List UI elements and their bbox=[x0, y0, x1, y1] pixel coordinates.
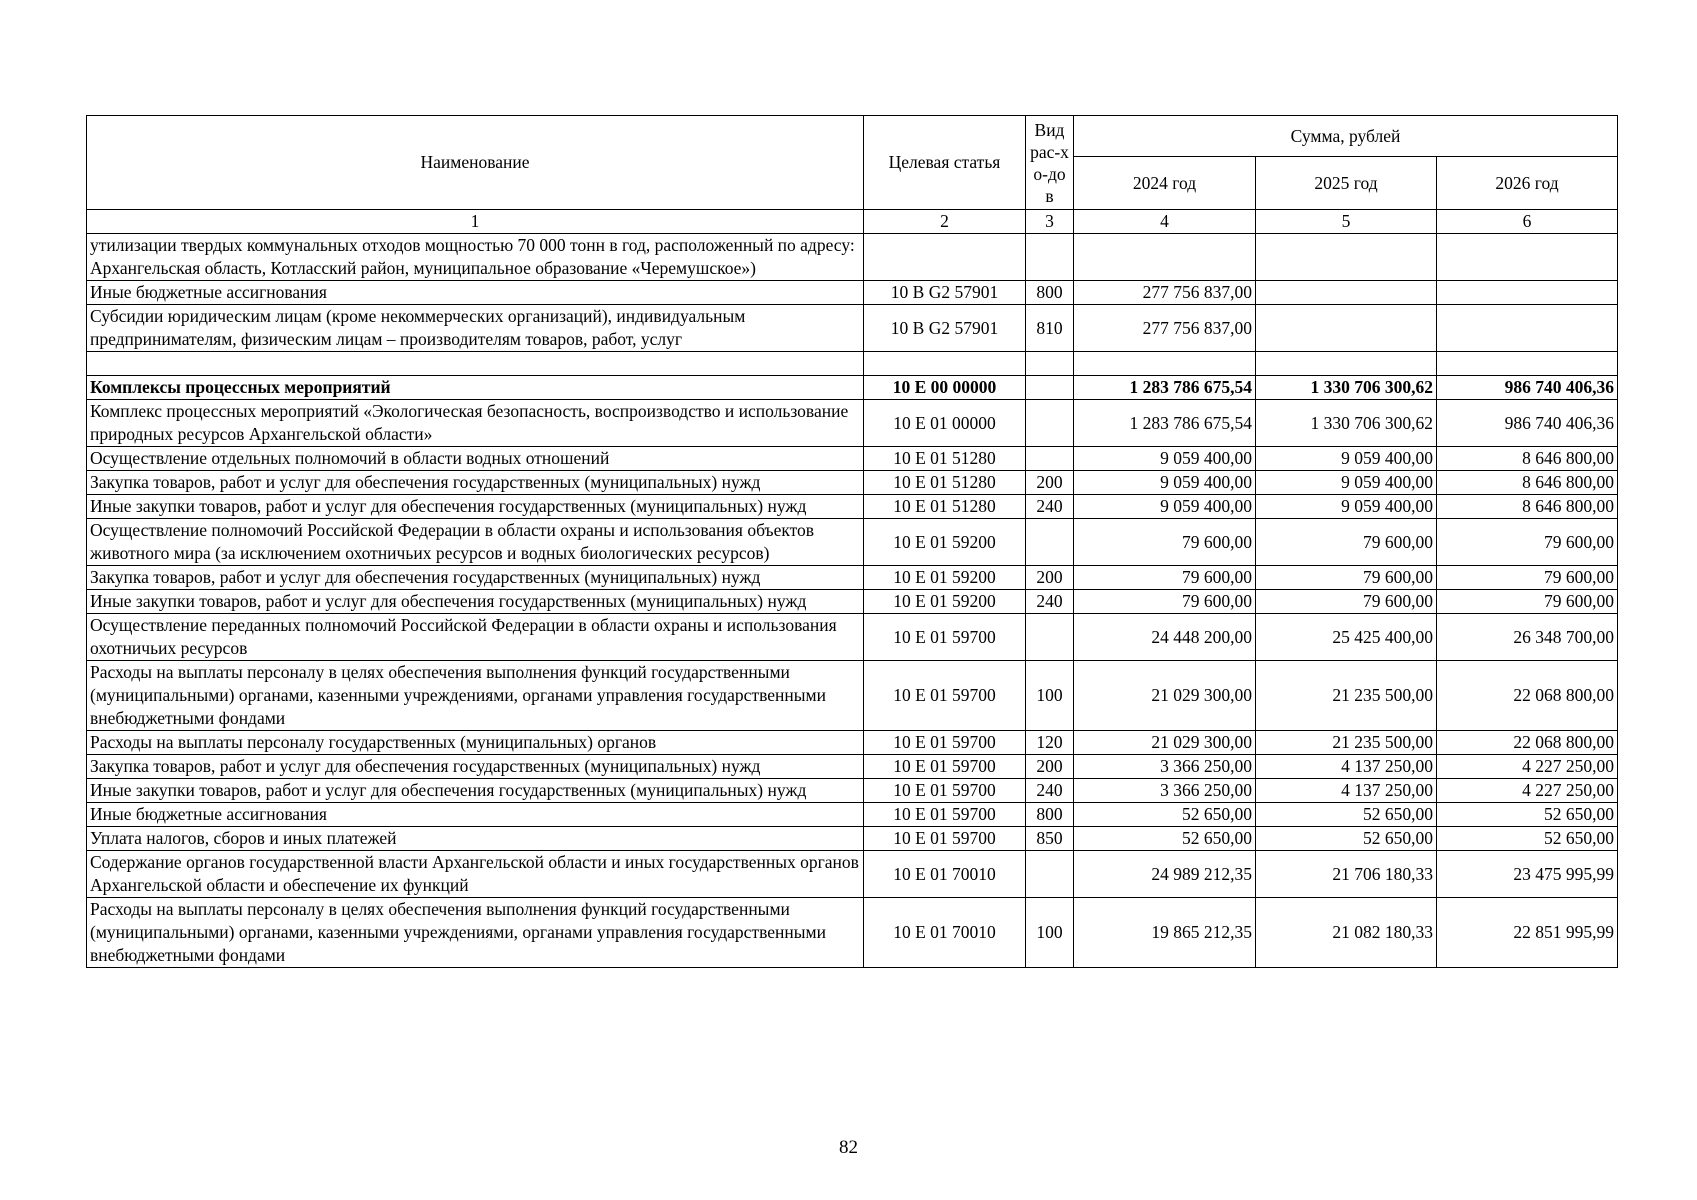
cell-target: 10 Е 01 59700 bbox=[864, 614, 1026, 661]
cell-vid bbox=[1026, 519, 1074, 566]
cell-2026: 79 600,00 bbox=[1437, 519, 1618, 566]
cell-name: Комплексы процессных мероприятий bbox=[87, 376, 864, 400]
cell-2025 bbox=[1256, 352, 1437, 376]
cell-2024 bbox=[1074, 352, 1256, 376]
cell-name: Иные закупки товаров, работ и услуг для обеспечения государственных (муниципальных) нужд bbox=[87, 495, 864, 519]
cell-2024: 79 600,00 bbox=[1074, 566, 1256, 590]
cell-target: 10 Е 01 59700 bbox=[864, 827, 1026, 851]
cell-2025: 21 706 180,33 bbox=[1256, 851, 1437, 898]
cell-name: Расходы на выплаты персоналу в целях обеспечения выполнения функций государственными (муниципальными) органами, казенными учреждениями, органами управления государственными внебюджетными фондами bbox=[87, 898, 864, 968]
cell-2026 bbox=[1437, 352, 1618, 376]
cell-2025: 1 330 706 300,62 bbox=[1256, 376, 1437, 400]
cell-2024: 9 059 400,00 bbox=[1074, 447, 1256, 471]
cell-target: 10 Е 01 59200 bbox=[864, 590, 1026, 614]
table-header bbox=[87, 116, 1618, 234]
colnum-5: 5 bbox=[1256, 210, 1437, 234]
table-row bbox=[87, 661, 1618, 731]
cell-2024: 52 650,00 bbox=[1074, 803, 1256, 827]
cell-vid: 240 bbox=[1026, 590, 1074, 614]
cell-2026: 22 068 800,00 bbox=[1437, 731, 1618, 755]
colnum-1: 1 bbox=[87, 210, 864, 234]
table-row bbox=[87, 827, 1618, 851]
cell-2024: 79 600,00 bbox=[1074, 590, 1256, 614]
cell-2026: 22 068 800,00 bbox=[1437, 661, 1618, 731]
cell-2026: 52 650,00 bbox=[1437, 803, 1618, 827]
table-row bbox=[87, 305, 1618, 352]
cell-target: 10 Е 01 51280 bbox=[864, 447, 1026, 471]
cell-2024: 9 059 400,00 bbox=[1074, 495, 1256, 519]
cell-2024: 21 029 300,00 bbox=[1074, 731, 1256, 755]
cell-2026: 79 600,00 bbox=[1437, 566, 1618, 590]
header-2025: 2025 год bbox=[1256, 157, 1437, 210]
cell-name: Осуществление полномочий Российской Федерации в области охраны и использования объектов животного мира (за исключением охотничьих ресурсов и водных биологических ресурсов) bbox=[87, 519, 864, 566]
cell-vid bbox=[1026, 234, 1074, 281]
cell-2024: 277 756 837,00 bbox=[1074, 305, 1256, 352]
cell-target: 10 Е 01 70010 bbox=[864, 898, 1026, 968]
cell-2026: 4 227 250,00 bbox=[1437, 755, 1618, 779]
cell-vid: 800 bbox=[1026, 281, 1074, 305]
cell-2024: 3 366 250,00 bbox=[1074, 755, 1256, 779]
cell-2025: 52 650,00 bbox=[1256, 827, 1437, 851]
header-vid-text: Вид рас-хо-дов bbox=[1030, 119, 1069, 206]
cell-vid: 200 bbox=[1026, 566, 1074, 590]
cell-name: Расходы на выплаты персоналу в целях обеспечения выполнения функций государственными (муниципальными) органами, казенными учреждениями, органами управления государственными внебюджетными фондами bbox=[87, 661, 864, 731]
colnum-3: 3 bbox=[1026, 210, 1074, 234]
cell-2024: 52 650,00 bbox=[1074, 827, 1256, 851]
cell-vid bbox=[1026, 352, 1074, 376]
cell-vid bbox=[1026, 614, 1074, 661]
cell-2024: 9 059 400,00 bbox=[1074, 471, 1256, 495]
cell-name: утилизации твердых коммунальных отходов мощностью 70 000 тонн в год, расположенный по адресу: Архангельская область, Котласский район, муниципальное образование «Черемушское») bbox=[87, 234, 864, 281]
cell-2024: 79 600,00 bbox=[1074, 519, 1256, 566]
colnum-4: 4 bbox=[1074, 210, 1256, 234]
table-row bbox=[87, 281, 1618, 305]
table-row bbox=[87, 566, 1618, 590]
cell-2026: 52 650,00 bbox=[1437, 827, 1618, 851]
header-target: Целевая статья bbox=[864, 116, 1026, 210]
cell-vid: 850 bbox=[1026, 827, 1074, 851]
cell-name: Уплата налогов, сборов и иных платежей bbox=[87, 827, 864, 851]
cell-target bbox=[864, 234, 1026, 281]
header-2024: 2024 год bbox=[1074, 157, 1256, 210]
table-row bbox=[87, 731, 1618, 755]
cell-target bbox=[864, 352, 1026, 376]
table-body bbox=[87, 234, 1618, 968]
header-vid bbox=[1026, 116, 1074, 210]
cell-2024: 3 366 250,00 bbox=[1074, 779, 1256, 803]
cell-2024: 19 865 212,35 bbox=[1074, 898, 1256, 968]
cell-target: 10 Е 00 00000 bbox=[864, 376, 1026, 400]
cell-name: Закупка товаров, работ и услуг для обеспечения государственных (муниципальных) нужд bbox=[87, 471, 864, 495]
cell-2025: 9 059 400,00 bbox=[1256, 471, 1437, 495]
colnum-6: 6 bbox=[1437, 210, 1618, 234]
cell-vid: 120 bbox=[1026, 731, 1074, 755]
cell-2026 bbox=[1437, 281, 1618, 305]
cell-2025: 4 137 250,00 bbox=[1256, 779, 1437, 803]
table-row bbox=[87, 400, 1618, 447]
cell-target: 10 Е 01 51280 bbox=[864, 471, 1026, 495]
cell-2025: 21 082 180,33 bbox=[1256, 898, 1437, 968]
table-row bbox=[87, 234, 1618, 281]
cell-2025 bbox=[1256, 281, 1437, 305]
cell-target: 10 Е 01 59700 bbox=[864, 779, 1026, 803]
cell-vid: 240 bbox=[1026, 495, 1074, 519]
cell-target: 10 Е 01 59700 bbox=[864, 803, 1026, 827]
cell-target: 10 В G2 57901 bbox=[864, 281, 1026, 305]
cell-name: Осуществление переданных полномочий Российской Федерации в области охраны и использования охотничьих ресурсов bbox=[87, 614, 864, 661]
table-row bbox=[87, 590, 1618, 614]
table-row bbox=[87, 471, 1618, 495]
cell-vid bbox=[1026, 400, 1074, 447]
table-row bbox=[87, 447, 1618, 471]
page-number: 82 bbox=[839, 1137, 858, 1158]
cell-target: 10 Е 01 59700 bbox=[864, 731, 1026, 755]
cell-vid bbox=[1026, 447, 1074, 471]
cell-vid: 100 bbox=[1026, 661, 1074, 731]
cell-2026: 26 348 700,00 bbox=[1437, 614, 1618, 661]
table-row bbox=[87, 519, 1618, 566]
cell-name: Закупка товаров, работ и услуг для обеспечения государственных (муниципальных) нужд bbox=[87, 755, 864, 779]
cell-2026: 79 600,00 bbox=[1437, 590, 1618, 614]
cell-2025: 1 330 706 300,62 bbox=[1256, 400, 1437, 447]
cell-target: 10 Е 01 59200 bbox=[864, 566, 1026, 590]
cell-2025 bbox=[1256, 305, 1437, 352]
cell-vid: 100 bbox=[1026, 898, 1074, 968]
table-row bbox=[87, 803, 1618, 827]
cell-name: Содержание органов государственной власти Архангельской области и иных государственных органов Архангельской области и обеспечение их функций bbox=[87, 851, 864, 898]
cell-target: 10 Е 01 59200 bbox=[864, 519, 1026, 566]
cell-2024: 277 756 837,00 bbox=[1074, 281, 1256, 305]
cell-2025: 52 650,00 bbox=[1256, 803, 1437, 827]
table-row bbox=[87, 495, 1618, 519]
cell-2026: 8 646 800,00 bbox=[1437, 447, 1618, 471]
cell-2025: 21 235 500,00 bbox=[1256, 731, 1437, 755]
cell-vid: 800 bbox=[1026, 803, 1074, 827]
cell-vid: 200 bbox=[1026, 755, 1074, 779]
cell-target: 10 Е 01 59700 bbox=[864, 661, 1026, 731]
cell-name: Иные закупки товаров, работ и услуг для обеспечения государственных (муниципальных) нужд bbox=[87, 779, 864, 803]
cell-name bbox=[87, 352, 864, 376]
colnum-2: 2 bbox=[864, 210, 1026, 234]
header-2026: 2026 год bbox=[1437, 157, 1618, 210]
table-row bbox=[87, 352, 1618, 376]
cell-2026: 986 740 406,36 bbox=[1437, 376, 1618, 400]
cell-2025: 9 059 400,00 bbox=[1256, 447, 1437, 471]
cell-vid: 200 bbox=[1026, 471, 1074, 495]
cell-2025: 4 137 250,00 bbox=[1256, 755, 1437, 779]
cell-2026: 8 646 800,00 bbox=[1437, 471, 1618, 495]
cell-name: Осуществление отдельных полномочий в области водных отношений bbox=[87, 447, 864, 471]
table-row bbox=[87, 898, 1618, 968]
table-row bbox=[87, 614, 1618, 661]
cell-2024: 1 283 786 675,54 bbox=[1074, 376, 1256, 400]
cell-2026: 986 740 406,36 bbox=[1437, 400, 1618, 447]
cell-target: 10 Е 01 59700 bbox=[864, 755, 1026, 779]
cell-2024: 24 448 200,00 bbox=[1074, 614, 1256, 661]
table-row bbox=[87, 755, 1618, 779]
cell-name: Закупка товаров, работ и услуг для обеспечения государственных (муниципальных) нужд bbox=[87, 566, 864, 590]
cell-name: Субсидии юридическим лицам (кроме некоммерческих организаций), индивидуальным предпринимателям, физическим лицам – производителям товаров, работ, услуг bbox=[87, 305, 864, 352]
header-name: Наименование bbox=[87, 116, 864, 210]
cell-name: Комплекс процессных мероприятий «Экологическая безопасность, воспроизводство и использование природных ресурсов Архангельской области» bbox=[87, 400, 864, 447]
cell-2024: 24 989 212,35 bbox=[1074, 851, 1256, 898]
table-row bbox=[87, 779, 1618, 803]
cell-2026: 22 851 995,99 bbox=[1437, 898, 1618, 968]
cell-2025: 79 600,00 bbox=[1256, 519, 1437, 566]
budget-table bbox=[86, 115, 1618, 968]
cell-2026 bbox=[1437, 305, 1618, 352]
cell-2026: 4 227 250,00 bbox=[1437, 779, 1618, 803]
cell-2024: 21 029 300,00 bbox=[1074, 661, 1256, 731]
cell-name: Иные закупки товаров, работ и услуг для обеспечения государственных (муниципальных) нужд bbox=[87, 590, 864, 614]
cell-vid: 810 bbox=[1026, 305, 1074, 352]
cell-2024 bbox=[1074, 234, 1256, 281]
table-row bbox=[87, 851, 1618, 898]
cell-target: 10 В G2 57901 bbox=[864, 305, 1026, 352]
cell-vid: 240 bbox=[1026, 779, 1074, 803]
cell-2025: 79 600,00 bbox=[1256, 566, 1437, 590]
cell-2026: 8 646 800,00 bbox=[1437, 495, 1618, 519]
cell-target: 10 Е 01 70010 bbox=[864, 851, 1026, 898]
cell-name: Расходы на выплаты персоналу государственных (муниципальных) органов bbox=[87, 731, 864, 755]
cell-vid bbox=[1026, 851, 1074, 898]
cell-2026 bbox=[1437, 234, 1618, 281]
cell-2025: 25 425 400,00 bbox=[1256, 614, 1437, 661]
cell-2025: 21 235 500,00 bbox=[1256, 661, 1437, 731]
cell-2026: 23 475 995,99 bbox=[1437, 851, 1618, 898]
table-row bbox=[87, 376, 1618, 400]
cell-name: Иные бюджетные ассигнования bbox=[87, 803, 864, 827]
cell-vid bbox=[1026, 376, 1074, 400]
cell-2025 bbox=[1256, 234, 1437, 281]
cell-target: 10 Е 01 51280 bbox=[864, 495, 1026, 519]
cell-2025: 9 059 400,00 bbox=[1256, 495, 1437, 519]
cell-name: Иные бюджетные ассигнования bbox=[87, 281, 864, 305]
cell-2025: 79 600,00 bbox=[1256, 590, 1437, 614]
cell-2024: 1 283 786 675,54 bbox=[1074, 400, 1256, 447]
header-sum: Сумма, рублей bbox=[1074, 116, 1618, 157]
cell-target: 10 Е 01 00000 bbox=[864, 400, 1026, 447]
